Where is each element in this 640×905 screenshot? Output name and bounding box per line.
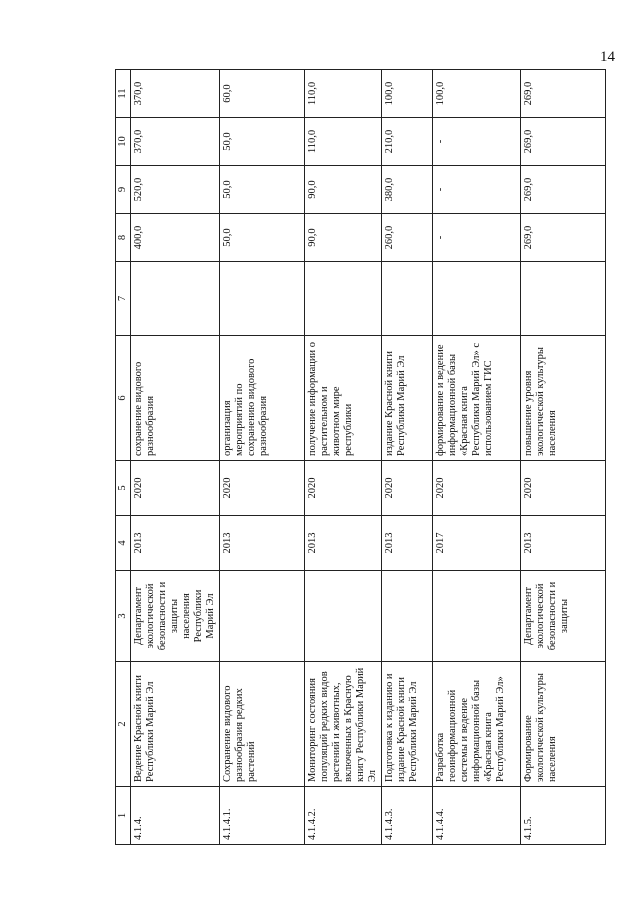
end-year: 2020 [220, 461, 305, 516]
table-row [521, 70, 606, 845]
column-7-cell [382, 262, 433, 336]
page-number: 14 [600, 49, 615, 65]
expected-result: повышение уровня экологической культуры населения [521, 336, 606, 461]
funding-col-10: 370,0 [131, 118, 220, 166]
row-code: 4.1.4.3. [382, 787, 433, 845]
funding-col-9: 90,0 [305, 166, 382, 214]
funding-col-8: 269,0 [521, 214, 606, 262]
row-code: 4.1.5. [521, 787, 606, 845]
funding-col-10: 50,0 [220, 118, 305, 166]
executor [433, 571, 521, 662]
column-7-cell [220, 262, 305, 336]
column-7-cell [305, 262, 382, 336]
funding-col-9: - [433, 166, 521, 214]
expected-result: получение информации о растительном и животном мире республики [305, 336, 382, 461]
start-year: 2017 [433, 516, 521, 571]
column-header: 11 [116, 70, 131, 118]
funding-col-8: 50,0 [220, 214, 305, 262]
program-activities-table [115, 69, 606, 845]
executor [382, 571, 433, 662]
funding-col-8: 260,0 [382, 214, 433, 262]
end-year: 2020 [131, 461, 220, 516]
row-code: 4.1.4.4. [433, 787, 521, 845]
funding-col-9: 269,0 [521, 166, 606, 214]
executor: Департамент экологической безопасности и защиты населения Республики Марий Эл [131, 571, 220, 662]
funding-col-11: 60,0 [220, 70, 305, 118]
funding-col-9: 50,0 [220, 166, 305, 214]
activity-name: Подготовка к изданию и издание Красной книги Республики Марий Эл [382, 662, 433, 787]
table-row [382, 70, 433, 845]
column-header: 7 [116, 262, 131, 336]
table-row [305, 70, 382, 845]
column-header: 8 [116, 214, 131, 262]
column-7-cell [433, 262, 521, 336]
table-row [220, 70, 305, 845]
activity-name: Разработка геоинформационной системы и ведение информационной базы «Красная книга Республики Марий Эл» [433, 662, 521, 787]
end-year: 2020 [305, 461, 382, 516]
funding-col-9: 520,0 [131, 166, 220, 214]
executor [220, 571, 305, 662]
expected-result: издание Красной книги Республики Марий Эл [382, 336, 433, 461]
expected-result: сохранение видового разнообразия [131, 336, 220, 461]
column-header: 1 [116, 787, 131, 845]
column-header: 9 [116, 166, 131, 214]
funding-col-10: 269,0 [521, 118, 606, 166]
funding-col-11: 100,0 [433, 70, 521, 118]
start-year: 2013 [305, 516, 382, 571]
executor [305, 571, 382, 662]
row-code: 4.1.4. [131, 787, 220, 845]
funding-col-8: - [433, 214, 521, 262]
executor: Департамент экологической безопасности и защиты [521, 571, 606, 662]
expected-result: формирование и ведение информационной базы «Красная книга Республики Марий Эл» с использованием ГИС [433, 336, 521, 461]
activity-name: Формирование экологической культуры населения [521, 662, 606, 787]
funding-col-8: 400,0 [131, 214, 220, 262]
header-row [116, 70, 131, 845]
column-header: 5 [116, 461, 131, 516]
funding-col-11: 100,0 [382, 70, 433, 118]
column-header: 3 [116, 571, 131, 662]
start-year: 2013 [220, 516, 305, 571]
activity-name: Мониторинг состояния популяций редких видов растений и животных, включенных в Красную книгу Республики Марий Эл [305, 662, 382, 787]
table-row [433, 70, 521, 845]
start-year: 2013 [521, 516, 606, 571]
end-year: 2020 [433, 461, 521, 516]
rotated-table-container [115, 70, 620, 845]
funding-col-10: 210,0 [382, 118, 433, 166]
column-7-cell [131, 262, 220, 336]
start-year: 2013 [131, 516, 220, 571]
column-7-cell [521, 262, 606, 336]
table-row [131, 70, 220, 845]
column-header: 10 [116, 118, 131, 166]
funding-col-11: 110,0 [305, 70, 382, 118]
column-header: 4 [116, 516, 131, 571]
funding-col-8: 90,0 [305, 214, 382, 262]
end-year: 2020 [521, 461, 606, 516]
funding-col-10: 110,0 [305, 118, 382, 166]
activity-name: Ведение Красной книги Республики Марий Эл [131, 662, 220, 787]
column-header: 2 [116, 662, 131, 787]
funding-col-10: - [433, 118, 521, 166]
expected-result: организация мероприятий по сохранению видового разнообразия [220, 336, 305, 461]
activity-name: Сохранение видового разнообразия редких растений [220, 662, 305, 787]
end-year: 2020 [382, 461, 433, 516]
row-code: 4.1.4.2. [305, 787, 382, 845]
start-year: 2013 [382, 516, 433, 571]
funding-col-9: 380,0 [382, 166, 433, 214]
row-code: 4.1.4.1. [220, 787, 305, 845]
funding-col-11: 370,0 [131, 70, 220, 118]
column-header: 6 [116, 336, 131, 461]
funding-col-11: 269,0 [521, 70, 606, 118]
